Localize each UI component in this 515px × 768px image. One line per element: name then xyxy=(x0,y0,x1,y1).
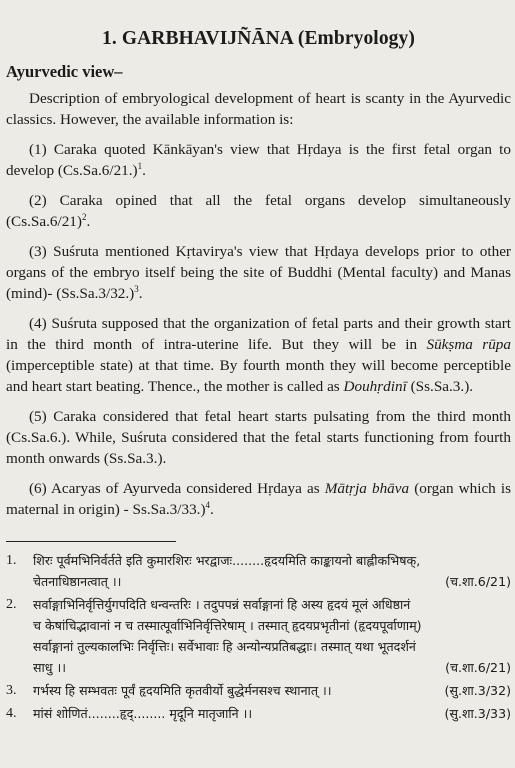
footnote-line: मांसं शोणितं........हृद्........ मृदूनि मातृजानि ।। xyxy=(33,706,253,721)
footnote-number: 2. xyxy=(6,597,17,612)
footnote-number: 3. xyxy=(6,683,17,698)
footnote-line: च केषांचिद्भावानां न च तस्मात्पूर्वाभिनिर्वृत्तिरेषाम् । तस्मात् हृदयप्रभृतीनां (हृदयपूर्वाणाम्) xyxy=(33,618,422,633)
footnote-line: सर्वाङ्गाभिनिर्वृत्तिर्युगपदिति धन्वन्तरिः । तदुपपन्नं सर्वाङ्गानां हि अस्य हृदयं मूलं अधिष्ठानं xyxy=(33,597,411,612)
footnote-line: गर्भस्य हि सम्भवतः पूर्वं हृदयमिति कृतवीर्यो बुद्धेर्मनसश्च स्थानात् ।। xyxy=(33,683,332,698)
section-subtitle: Ayurvedic view– xyxy=(6,62,123,81)
footnote-number: 1. xyxy=(6,553,17,568)
footnote-2 xyxy=(6,594,511,678)
point-2: (2) Caraka opined that all the fetal organs develop simultaneously $(Cs.Sa.6/21)^2$. xyxy=(6,192,511,230)
point-5: (5) Caraka considered that fetal heart starts pulsating from the third month (Cs.Sa.6.). While, Suśruta considered that the fetal starts functioning from fourth month onwards (Ss.Sa.3.). xyxy=(6,408,511,467)
point-6: (6) Acaryas of Ayurveda considered Hṛdaya as Mātṛja bhāva (organ which is maternal in origin) - Ss.Sa.3/33.)$^4$. xyxy=(6,480,511,518)
footnote-line: साधु ।। xyxy=(33,660,67,675)
point-4: (4) Suśruta supposed that the organization of fetal parts and their growth start in the third month of intra-uterine life. But they will be in Sūkṣma rūpa (imperceptible state) at that time. By fourth month they will become perceptible and heart start beating. Thence., the mother is called as Douhṛdinī (Ss.Sa.3.). xyxy=(6,315,511,395)
footnote-3 xyxy=(6,680,511,701)
footnote-citation: (च.शा.6/21) xyxy=(445,574,511,589)
footnote-citation: (च.शा.6/21) xyxy=(445,660,511,675)
term-douhrdini: Douhṛdinī xyxy=(343,378,407,395)
footnote-citation: (सु.शा.3/33) xyxy=(444,706,511,721)
footnote-line: शिरः पूर्वमभिनिर्वर्तते इति कुमारशिरः भरद्वाजः........हृदयमिति काङ्कायनो बाह्लीकभिषक्, xyxy=(33,553,421,568)
section-title: 1. GARBHAVIJÑĀNA (Embryology) xyxy=(102,28,415,49)
footnote-ref-3: 3 xyxy=(134,283,139,294)
term-matrja-bhava: Mātṛja bhāva xyxy=(324,480,410,497)
footnote-1 xyxy=(6,550,511,592)
intro-paragraph: Description of embryological development of heart is scanty in the Ayurvedic classics. However, the available information is: xyxy=(6,90,511,128)
footnote-line: सर्वाङ्गानां तुल्यकालभिः निर्वृत्तिः। सर्वेभावाः हि अन्योन्यप्रतिबद्धाः। तस्मात् यथा भूतदर्शनं xyxy=(33,639,416,654)
point-3: (3) Suśruta mentioned Kṛtavirya's view that Hṛdaya develops prior to other organs of the embryo itself being the site of Buddhi (Mental faculty) and Manas (mind)- $(Ss.Sa.3/32.)^3$. xyxy=(6,243,511,302)
footnote-line: चेतनाधिष्ठानत्वात् ।। xyxy=(33,574,122,589)
footnote-citation: (सु.शा.3/32) xyxy=(444,683,511,698)
footnote-ref-4: 4 xyxy=(205,499,211,510)
footnote-number: 4. xyxy=(6,706,17,721)
footnote-4 xyxy=(6,703,511,724)
term-suksma-rupa: Sūkṣma rūpa xyxy=(426,336,511,353)
document-page xyxy=(6,0,511,724)
footnote-ref-1: 1 xyxy=(137,160,143,171)
footnote-ref-2: 2 xyxy=(81,211,87,222)
point-1: (1) Caraka quoted Kānkāyan's view that Hṛdaya is the first fetal organ to develop $(Cs.Sa.6/21.)^1$. xyxy=(6,141,511,179)
footnote-divider xyxy=(6,541,176,542)
